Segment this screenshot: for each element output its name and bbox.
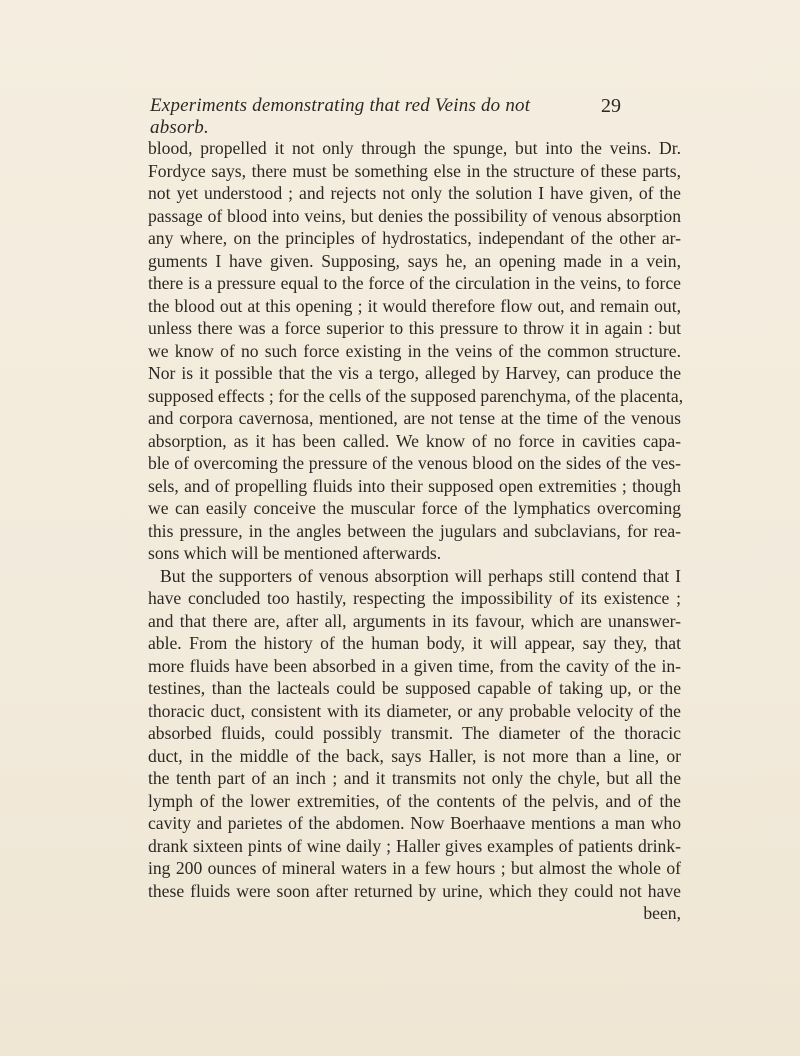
text-line: absorption, as it has been called. We know of no force in cavities capa- bbox=[148, 430, 681, 451]
text-line: these fluids were soon after returned by urine, which they could not have bbox=[148, 880, 681, 901]
text-line: sels, and of propelling fluids into their supposed open extremities ; though bbox=[148, 475, 681, 496]
page-number: 29 bbox=[601, 95, 621, 117]
text-line: the blood out at this opening ; it would therefore flow out, and remain out, bbox=[148, 295, 681, 316]
text-line: supposed effects ; for the cells of the supposed parenchyma, of the placenta, bbox=[148, 385, 684, 406]
text-line: Fordyce says, there must be something else in the structure of these parts, bbox=[148, 160, 681, 181]
text-line: not yet understood ; and rejects not only the solution I have given, of the bbox=[148, 183, 681, 203]
text-line: more fluids have been absorbed in a given time, from the cavity of the in- bbox=[148, 655, 681, 676]
text-line: lymph of the lower extremities, of the contents of the pelvis, and of the bbox=[148, 790, 681, 811]
text-line: thoracic duct, consistent with its diameter, or any probable velocity of the bbox=[148, 700, 681, 721]
catchword: been, bbox=[643, 903, 681, 923]
text-line: and corpora cavernosa, mentioned, are not tense at the time of the venous bbox=[148, 408, 681, 428]
text-line: absorbed fluids, could possibly transmit. The diameter of the thoracic bbox=[148, 723, 681, 743]
text-line: drank sixteen pints of wine daily ; Haller gives examples of patients drink- bbox=[148, 835, 681, 856]
text-line: there is a pressure equal to the force of the circulation in the veins, to force bbox=[148, 273, 681, 293]
text-line: we know of no such force existing in the veins of the common structure. bbox=[148, 340, 681, 361]
text-line: unless there was a force superior to this pressure to throw it in again : but bbox=[148, 318, 681, 338]
text-line: passage of blood into veins, but denies the possibility of venous absorption bbox=[148, 205, 681, 226]
text-line: sons which will be mentioned afterwards. bbox=[148, 543, 442, 563]
text-line: cavity and parietes of the abdomen. Now Boerhaave mentions a man who bbox=[148, 813, 681, 833]
body-text bbox=[148, 137, 684, 925]
text-line: guments I have given. Supposing, says he, an opening made in a vein, bbox=[148, 250, 681, 271]
text-line: ble of overcoming the pressure of the venous blood on the sides of the ves- bbox=[148, 453, 681, 473]
text-line: have concluded too hastily, respecting the impossibility of its existence ; bbox=[148, 588, 681, 608]
text-line: But the supporters of venous absorption will perhaps still contend that I bbox=[160, 565, 681, 586]
running-title: Experiments demonstrating that red Veins do not absorb. bbox=[150, 95, 531, 138]
text-line: and that there are, after all, arguments in its favour, which are unanswer- bbox=[148, 610, 681, 631]
text-line: this pressure, in the angles between the jugulars and subclavians, for rea- bbox=[148, 520, 681, 541]
text-line: blood, propelled it not only through the spunge, but into the veins. Dr. bbox=[148, 138, 681, 158]
text-line: any where, on the principles of hydrostatics, independant of the other ar- bbox=[148, 228, 681, 248]
text-line: able. From the history of the human body, it will appear, say they, that bbox=[148, 633, 681, 653]
text-line: the tenth part of an inch ; and it transmits not only the chyle, but all the bbox=[148, 768, 681, 788]
text-line: Nor is it possible that the vis a tergo, alleged by Harvey, can produce the bbox=[148, 363, 681, 383]
text-line: duct, in the middle of the back, says Haller, is not more than a line, or bbox=[148, 745, 681, 766]
text-line: we can easily conceive the muscular force of the lymphatics overcoming bbox=[148, 498, 681, 518]
text-line: testines, than the lacteals could be supposed capable of taking up, or the bbox=[148, 678, 681, 698]
text-line: ing 200 ounces of mineral waters in a few hours ; but almost the whole of bbox=[148, 858, 681, 878]
